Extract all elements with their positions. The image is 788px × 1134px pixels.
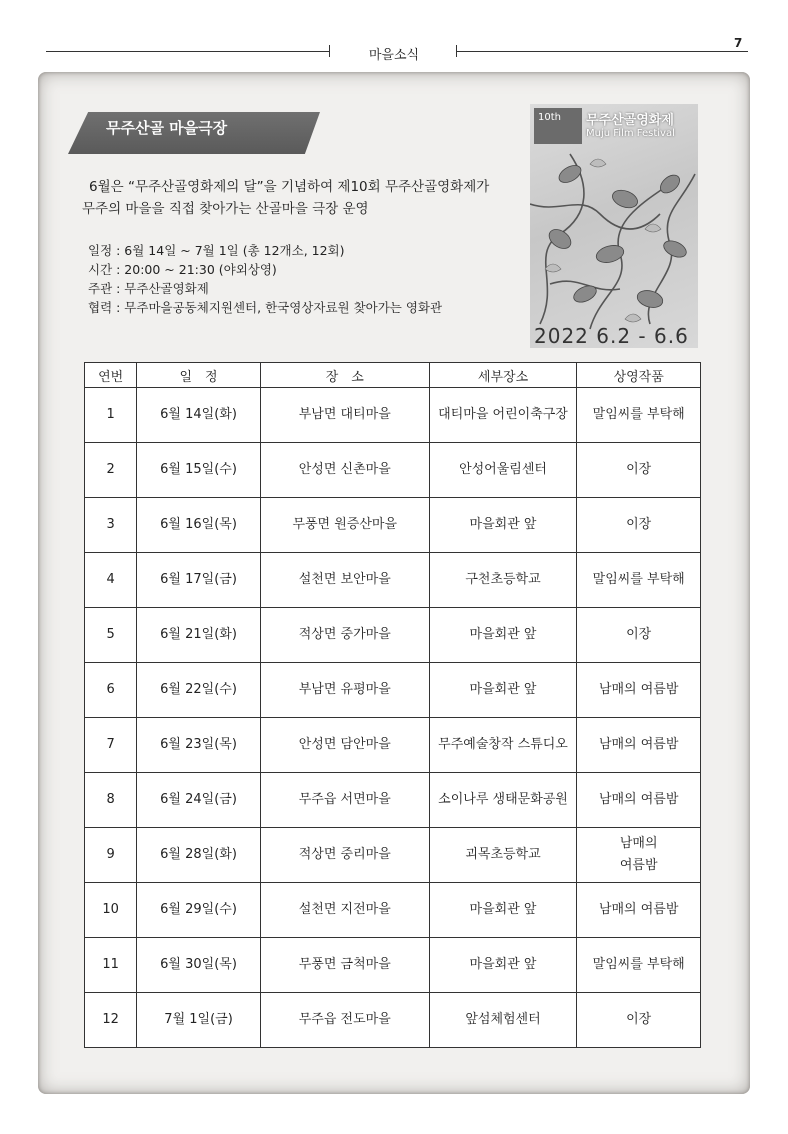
row-date: 6월 21일(화) <box>137 608 261 663</box>
schedule-table <box>84 362 701 1048</box>
header-rule-right <box>456 51 748 52</box>
row-film: 이장 <box>577 443 701 498</box>
row-number: 1 <box>85 388 137 443</box>
row-number: 10 <box>85 883 137 938</box>
flower-illustration <box>530 144 698 334</box>
row-venue: 안성어울림센터 <box>429 443 577 498</box>
row-location: 안성면 신촌마을 <box>260 443 429 498</box>
row-number: 8 <box>85 773 137 828</box>
row-date: 6월 24일(금) <box>137 773 261 828</box>
row-date: 6월 14일(화) <box>137 388 261 443</box>
table-row <box>85 993 701 1048</box>
row-film: 남매의 여름밤 <box>577 828 701 883</box>
row-venue: 괴목초등학교 <box>429 828 577 883</box>
row-film: 이장 <box>577 498 701 553</box>
column-header: 장 소 <box>260 363 429 388</box>
table-row <box>85 938 701 993</box>
table-row <box>85 883 701 938</box>
info-schedule: 일정 : 6월 14일 ~ 7월 1일 (총 12개소, 12회) <box>88 243 345 258</box>
row-date: 6월 22일(수) <box>137 663 261 718</box>
row-film: 남매의 여름밤 <box>577 883 701 938</box>
table-row <box>85 443 701 498</box>
row-date: 6월 29일(수) <box>137 883 261 938</box>
row-film: 남매의 여름밤 <box>577 718 701 773</box>
row-venue: 앞섬체험센터 <box>429 993 577 1048</box>
row-film: 남매의 여름밤 <box>577 663 701 718</box>
table-body <box>85 388 701 1048</box>
row-date: 6월 16일(목) <box>137 498 261 553</box>
column-header: 세부장소 <box>429 363 577 388</box>
row-location: 무풍면 금척마을 <box>260 938 429 993</box>
row-venue: 마을회관 앞 <box>429 663 577 718</box>
poster-anniversary: 10th <box>538 112 561 123</box>
row-location: 적상면 중가마을 <box>260 608 429 663</box>
info-time: 시간 : 20:00 ~ 21:30 (야외상영) <box>88 262 277 277</box>
column-header: 상영작품 <box>577 363 701 388</box>
table-row <box>85 828 701 883</box>
row-venue: 구천초등학교 <box>429 553 577 608</box>
header-title: 마을소식 <box>368 48 420 63</box>
column-header: 일 정 <box>137 363 261 388</box>
poster-date: 2022 6.2 - 6.6 <box>534 324 689 348</box>
page-number: 7 <box>734 36 743 50</box>
row-location: 부남면 유평마을 <box>260 663 429 718</box>
table-row <box>85 663 701 718</box>
row-date: 7월 1일(금) <box>137 993 261 1048</box>
row-number: 6 <box>85 663 137 718</box>
row-date: 6월 30일(목) <box>137 938 261 993</box>
row-film: 말임씨를 부탁해 <box>577 938 701 993</box>
section-title: 무주산골 마을극장 <box>106 119 228 137</box>
row-film: 남매의 여름밤 <box>577 773 701 828</box>
row-number: 9 <box>85 828 137 883</box>
info-cooperation: 협력 : 무주마을공동체지원센터, 한국영상자료원 찾아가는 영화관 <box>88 300 443 315</box>
poster-title-en: Muju Film Festival <box>586 128 675 139</box>
row-venue: 대티마을 어린이축구장 <box>429 388 577 443</box>
row-venue: 마을회관 앞 <box>429 498 577 553</box>
row-location: 안성면 담안마을 <box>260 718 429 773</box>
row-venue: 무주예술창작 스튜디오 <box>429 718 577 773</box>
header-rule-left <box>46 51 330 52</box>
festival-poster <box>530 104 698 348</box>
table-row <box>85 608 701 663</box>
row-date: 6월 28일(화) <box>137 828 261 883</box>
intro-line-1: 6월은 “무주산골영화제의 달”을 기념하여 제10회 무주산골영화제가 <box>89 179 490 195</box>
row-film: 이장 <box>577 608 701 663</box>
table-header-row <box>85 363 701 388</box>
row-film: 말임씨를 부탁해 <box>577 388 701 443</box>
info-host: 주관 : 무주산골영화제 <box>88 281 209 296</box>
row-venue: 마을회관 앞 <box>429 883 577 938</box>
table-row <box>85 498 701 553</box>
event-info <box>88 241 442 317</box>
row-date: 6월 17일(금) <box>137 553 261 608</box>
row-number: 11 <box>85 938 137 993</box>
row-location: 설천면 보안마을 <box>260 553 429 608</box>
row-venue: 마을회관 앞 <box>429 608 577 663</box>
row-number: 7 <box>85 718 137 773</box>
table-row <box>85 718 701 773</box>
header-tick-left <box>329 45 330 57</box>
column-header: 연번 <box>85 363 137 388</box>
row-film: 말임씨를 부탁해 <box>577 553 701 608</box>
row-location: 부남면 대티마을 <box>260 388 429 443</box>
row-location: 적상면 중리마을 <box>260 828 429 883</box>
row-date: 6월 15일(수) <box>137 443 261 498</box>
intro-text <box>82 176 512 220</box>
row-location: 무주읍 전도마을 <box>260 993 429 1048</box>
row-number: 5 <box>85 608 137 663</box>
table-row <box>85 553 701 608</box>
row-film: 이장 <box>577 993 701 1048</box>
intro-line-2: 무주의 마을을 직접 찾아가는 산골마을 극장 운영 <box>82 201 369 217</box>
row-number: 3 <box>85 498 137 553</box>
row-number: 2 <box>85 443 137 498</box>
poster-title-ko: 무주산골영화제 <box>586 113 674 128</box>
row-number: 12 <box>85 993 137 1048</box>
row-venue: 마을회관 앞 <box>429 938 577 993</box>
row-location: 무풍면 원증산마을 <box>260 498 429 553</box>
row-date: 6월 23일(목) <box>137 718 261 773</box>
table-row <box>85 773 701 828</box>
row-location: 무주읍 서면마을 <box>260 773 429 828</box>
table-row <box>85 388 701 443</box>
row-venue: 소이나루 생태문화공원 <box>429 773 577 828</box>
row-location: 설천면 지전마을 <box>260 883 429 938</box>
row-number: 4 <box>85 553 137 608</box>
